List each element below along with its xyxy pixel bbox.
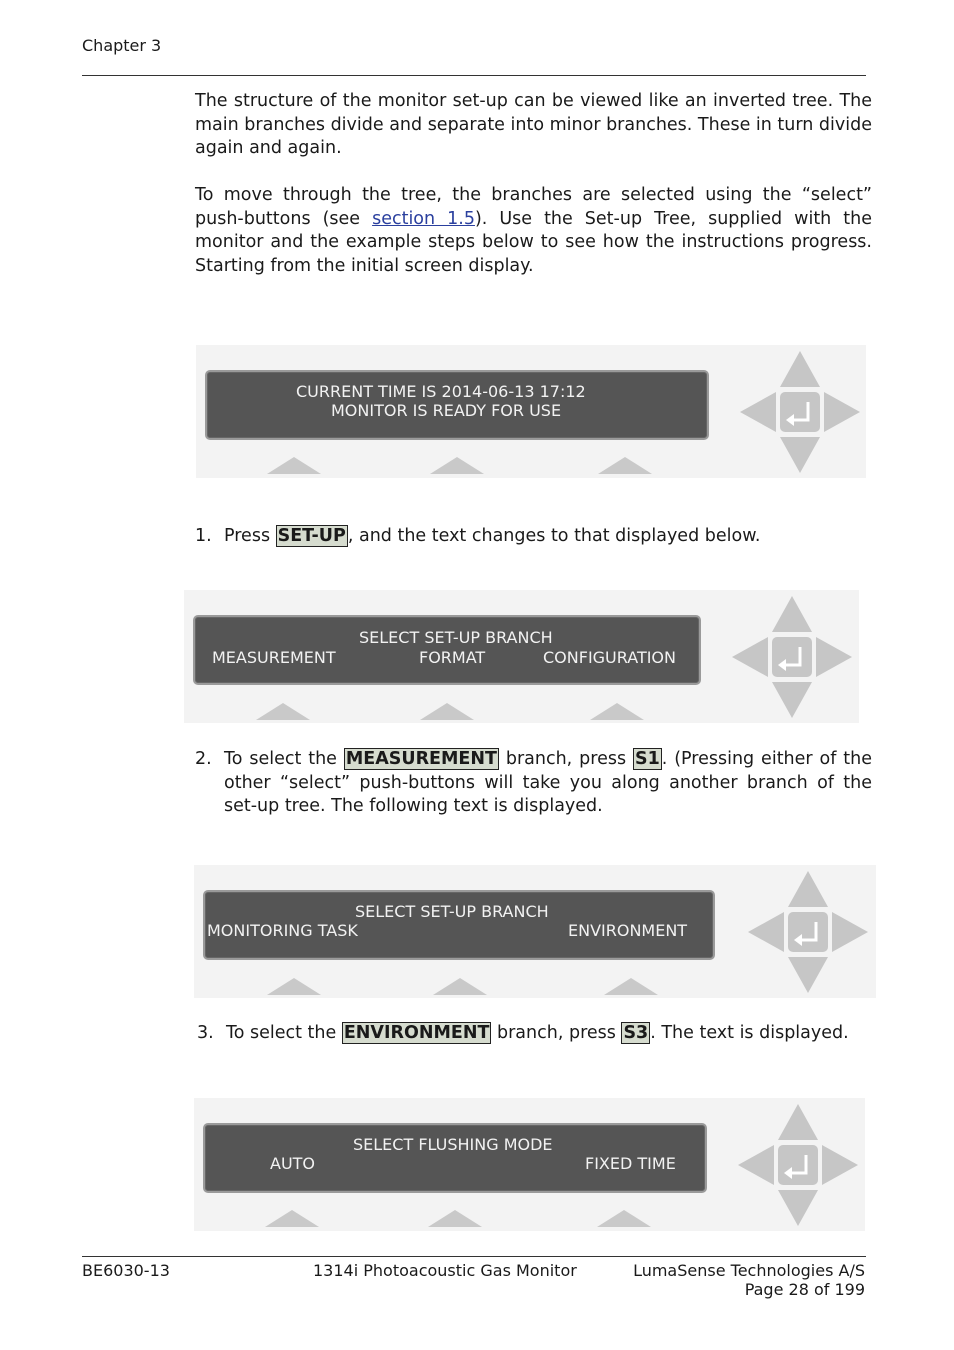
lcd-screen — [205, 370, 709, 440]
lcd-line-1: SELECT SET-UP BRANCH — [355, 902, 549, 921]
lcd-option-right: CONFIGURATION — [543, 648, 676, 667]
lcd-option-left: MONITORING TASK — [207, 921, 358, 940]
select-button-s1-icon[interactable] — [256, 703, 310, 720]
step-3 — [197, 1022, 872, 1070]
select-button-s2-icon[interactable] — [430, 457, 484, 474]
lcd-screen — [193, 615, 701, 685]
intro-paragraph-1: The structure of the monitor set-up can be viewed like an inverted tree. The main branches divide and separate into minor branches. These in turn divide again and again. — [195, 91, 872, 158]
environment-key-label: ENVIRONMENT — [343, 1023, 490, 1043]
chapter-header: Chapter 3 — [82, 36, 162, 55]
select-button-s1-icon[interactable] — [265, 1210, 319, 1227]
step-number: 2. — [195, 749, 212, 769]
select-button-s3-icon[interactable] — [597, 1210, 651, 1227]
step-text — [226, 1022, 872, 1046]
step-text-part: To select the — [226, 1023, 342, 1043]
lcd-line-1: SELECT SET-UP BRANCH — [359, 628, 553, 647]
select-button-s1-icon[interactable] — [267, 457, 321, 474]
navigation-pad-icon[interactable] — [730, 594, 854, 720]
set-up-key-label: SET-UP — [277, 526, 346, 546]
intro-paragraph-2 — [195, 184, 872, 278]
select-button-s2-icon[interactable] — [433, 978, 487, 995]
step-1 — [195, 525, 872, 551]
lcd-line-2: MONITOR IS READY FOR USE — [331, 401, 562, 420]
display-panel-2 — [184, 590, 859, 723]
intro-text: ). Use the Set-up Tree, supplied with the monitor and the example steps below to see how the instructions progress. Starting from the initial screen display. — [195, 208, 873, 276]
step-text-part: branch, press — [498, 749, 633, 769]
step-2 — [195, 748, 872, 820]
select-button-s3-icon[interactable] — [604, 978, 658, 995]
footer-company: LumaSense Technologies A/S — [633, 1261, 865, 1280]
footer-doc-id: BE6030-13 — [82, 1261, 170, 1280]
s3-key-label: S3 — [623, 1023, 649, 1043]
lcd-screen — [203, 1123, 707, 1193]
select-button-s3-icon[interactable] — [598, 457, 652, 474]
lcd-line-1: SELECT FLUSHING MODE — [353, 1135, 553, 1154]
step-text-part: . (Pressing either of the other “select” push-buttons will take you along another branch of the set-up tree. The following text is displayed. — [224, 749, 872, 816]
intro-text: To move through the tree, the branches are selected using the “select” push-buttons (see — [195, 185, 872, 229]
select-button-s3-icon[interactable] — [590, 703, 644, 720]
header-rule — [82, 75, 866, 76]
step-text-part: To select the — [224, 749, 344, 769]
select-button-s2-icon[interactable] — [420, 703, 474, 720]
lcd-option-left: AUTO — [270, 1154, 316, 1173]
display-panel-3 — [194, 865, 876, 998]
lcd-option-middle: FORMAT — [419, 648, 486, 667]
navigation-pad-icon[interactable] — [738, 349, 862, 475]
lcd-screen — [203, 890, 715, 960]
measurement-key-label: MEASUREMENT — [345, 749, 497, 769]
lcd-line-1: CURRENT TIME IS 2014-06-13 17:12 — [296, 382, 586, 401]
select-button-s1-icon[interactable] — [267, 978, 321, 995]
lcd-option-right: FIXED TIME — [585, 1154, 676, 1173]
navigation-pad-icon[interactable] — [736, 1102, 860, 1228]
navigation-pad-icon[interactable] — [746, 869, 870, 995]
step-text — [224, 748, 872, 819]
lcd-option-left: MEASUREMENT — [212, 648, 336, 667]
display-panel-4 — [194, 1098, 865, 1231]
s1-key-label: S1 — [634, 749, 660, 769]
footer-page-number: Page 28 of 199 — [744, 1280, 865, 1299]
step-text-part: branch, press — [491, 1023, 622, 1043]
footer-rule — [82, 1256, 866, 1257]
footer-product: 1314i Photoacoustic Gas Monitor — [313, 1261, 577, 1280]
step-text-part: , and the text changes to that displayed below. — [347, 526, 761, 546]
lcd-option-right: ENVIRONMENT — [568, 921, 688, 940]
step-text-part: . The text is displayed. — [650, 1023, 849, 1043]
step-number: 3. — [197, 1023, 214, 1043]
section-link[interactable]: section 1.5 — [372, 208, 475, 229]
select-button-s2-icon[interactable] — [428, 1210, 482, 1227]
step-text — [224, 525, 872, 549]
display-panel-1 — [196, 345, 866, 478]
step-number: 1. — [195, 526, 212, 546]
step-text-part: Press — [224, 526, 276, 546]
